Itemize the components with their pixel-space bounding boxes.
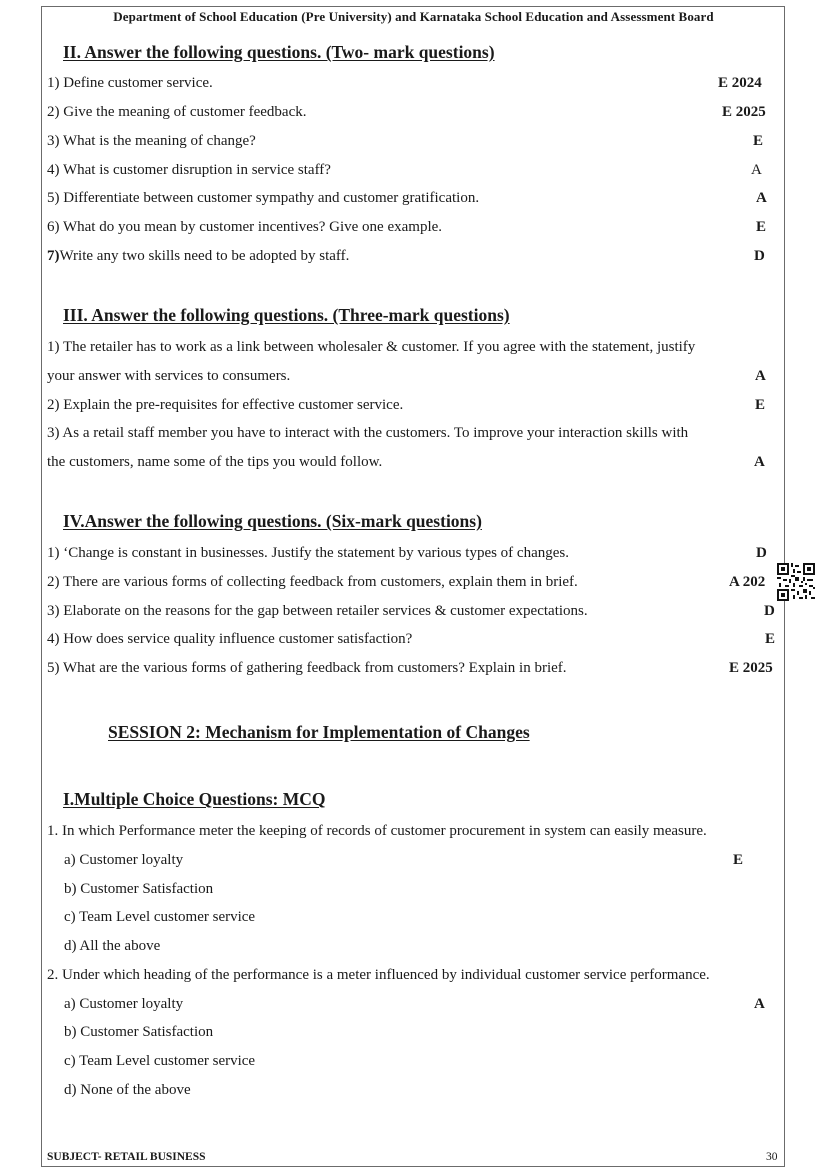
question-text: Write any two skills need to be adopted by staff. (59, 248, 350, 264)
question-line: 5) What are the various forms of gathering feedback from customers? Explain in brief. (47, 660, 567, 676)
question-tag: E (765, 631, 776, 647)
mcq-option: d) All the above (64, 938, 161, 954)
qr-code-icon[interactable] (777, 563, 815, 601)
page-number: 30 (766, 1151, 778, 1163)
question-tag: E (753, 133, 764, 149)
question-tag: A 202 (729, 574, 766, 590)
question-line: 1) Define customer service. (47, 75, 213, 91)
question-line (47, 247, 349, 265)
question-line: 3) What is the meaning of change? (47, 133, 256, 149)
mcq-option: c) Team Level customer service (64, 909, 256, 925)
question-line: 2) There are various forms of collecting feedback from customers, explain them in brief. (47, 574, 578, 590)
question-tag: E (756, 219, 767, 235)
question-line: 1) The retailer has to work as a link between wholesaler & customer. If you agree with the statement, justify (47, 339, 696, 355)
mcq-option: d) None of the above (64, 1082, 191, 1098)
question-tag: E 2024 (718, 75, 762, 91)
mcq-option: c) Team Level customer service (64, 1053, 256, 1069)
question-tag: A (754, 996, 765, 1012)
question-tag: E 2025 (722, 104, 766, 120)
mcq-option: a) Customer loyalty (64, 852, 184, 868)
mcq-stem: 2. Under which heading of the performance is a meter influenced by individual customer service performance. (47, 967, 710, 983)
question-line: the customers, name some of the tips you would follow. (47, 454, 383, 470)
question-line: 2) Give the meaning of customer feedback. (47, 104, 307, 120)
question-line: 4) What is customer disruption in service staff? (47, 162, 331, 178)
mcq-option: b) Customer Satisfaction (64, 1024, 214, 1040)
question-tag: D (754, 248, 765, 264)
question-tag: A (754, 454, 765, 470)
question-line: 2) Explain the pre-requisites for effective customer service. (47, 397, 404, 413)
question-line: 4) How does service quality influence customer satisfaction? (47, 631, 413, 647)
mcq-option: a) Customer loyalty (64, 996, 184, 1012)
question-tag: E (733, 852, 744, 868)
two-mark-heading: II. Answer the following questions. (Two- mark questions) (63, 42, 495, 62)
mcq-heading: I.Multiple Choice Questions: MCQ (63, 789, 326, 809)
question-tag: A (755, 368, 766, 384)
question-line: 3) As a retail staff member you have to interact with the customers. To improve your interaction skills with (47, 425, 689, 441)
three-mark-heading: III. Answer the following questions. (Three-mark questions) (63, 305, 510, 325)
mcq-option: b) Customer Satisfaction (64, 881, 214, 897)
question-line: 5) Differentiate between customer sympathy and customer gratification. (47, 190, 480, 206)
six-mark-heading: IV.Answer the following questions. (Six-mark questions) (63, 511, 482, 531)
question-line: 3) Elaborate on the reasons for the gap between retailer services & customer expectations. (47, 603, 588, 619)
question-tag: A (756, 190, 767, 206)
question-tag: E (755, 397, 766, 413)
question-line: 6) What do you mean by customer incentives? Give one example. (47, 219, 443, 235)
question-tag: E 2025 (729, 660, 773, 676)
question-tag: D (764, 603, 775, 619)
question-tag: D (756, 545, 767, 561)
board-header: Department of School Education (Pre University) and Karnataka School Education and Assessment Board (113, 9, 714, 24)
question-tag: A (751, 162, 762, 178)
mcq-stem: 1. In which Performance meter the keeping of records of customer procurement in system can easily measure. (47, 823, 707, 839)
session-title: SESSION 2: Mechanism for Implementation of Changes (108, 722, 530, 742)
question-line: 1) ‘Change is constant in businesses. Justify the statement by various types of changes. (47, 545, 569, 561)
question-line: your answer with services to consumers. (47, 368, 291, 384)
question-number: 7) (47, 248, 60, 264)
footer-subject: SUBJECT- RETAIL BUSINESS (47, 1151, 206, 1163)
